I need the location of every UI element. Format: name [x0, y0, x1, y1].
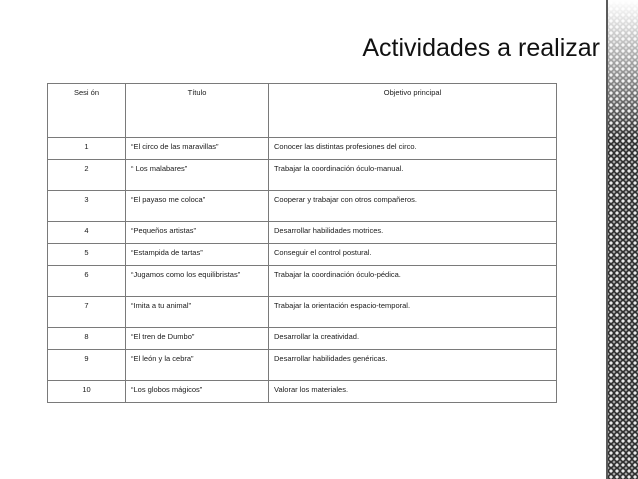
- table-row: [48, 381, 557, 403]
- cell-session: 7: [48, 297, 126, 328]
- cell-objective: Desarrollar habilidades genéricas.: [269, 350, 557, 381]
- cell-title: “Estampida de tartas”: [126, 244, 269, 266]
- cell-session: 4: [48, 222, 126, 244]
- cell-title: “Los globos mágicos”: [126, 381, 269, 403]
- header-session: Sesi ón: [48, 84, 126, 138]
- cell-session: 1: [48, 138, 126, 160]
- decorative-strip-edge: [606, 0, 608, 479]
- header-objective: Objetivo principal: [269, 84, 557, 138]
- cell-session: 6: [48, 266, 126, 297]
- table-row: [48, 297, 557, 328]
- table-row: [48, 138, 557, 160]
- cell-title: “El león y la cebra”: [126, 350, 269, 381]
- cell-session: 2: [48, 160, 126, 191]
- table-row: [48, 160, 557, 191]
- cell-title: “El payaso me coloca”: [126, 191, 269, 222]
- table-header-row: [48, 84, 557, 138]
- table-row: [48, 328, 557, 350]
- cell-objective: Conseguir el control postural.: [269, 244, 557, 266]
- cell-title: “Pequeños artistas”: [126, 222, 269, 244]
- cell-title: “ Los malabares”: [126, 160, 269, 191]
- cell-objective: Trabajar la orientación espacio-temporal.: [269, 297, 557, 328]
- decorative-strip-fade: [608, 0, 638, 140]
- table-row: [48, 222, 557, 244]
- table-row: [48, 266, 557, 297]
- cell-title: “El tren de Dumbo”: [126, 328, 269, 350]
- cell-objective: Trabajar la coordinación óculo-pédica.: [269, 266, 557, 297]
- table-row: [48, 244, 557, 266]
- cell-title: “Imita a tu animal”: [126, 297, 269, 328]
- header-title: Título: [126, 84, 269, 138]
- cell-session: 3: [48, 191, 126, 222]
- cell-session: 10: [48, 381, 126, 403]
- table-row: [48, 350, 557, 381]
- cell-title: “El circo de las maravillas”: [126, 138, 269, 160]
- cell-title: “Jugamos como los equilibristas”: [126, 266, 269, 297]
- cell-objective: Cooperar y trabajar con otros compañeros.: [269, 191, 557, 222]
- cell-objective: Desarrollar la creatividad.: [269, 328, 557, 350]
- cell-objective: Conocer las distintas profesiones del circo.: [269, 138, 557, 160]
- cell-objective: Valorar los materiales.: [269, 381, 557, 403]
- cell-session: 8: [48, 328, 126, 350]
- cell-objective: Desarrollar habilidades motrices.: [269, 222, 557, 244]
- slide-title: Actividades a realizar: [362, 34, 600, 62]
- cell-session: 5: [48, 244, 126, 266]
- cell-objective: Trabajar la coordinación óculo-manual.: [269, 160, 557, 191]
- table-row: [48, 191, 557, 222]
- activities-table: [47, 83, 557, 403]
- cell-session: 9: [48, 350, 126, 381]
